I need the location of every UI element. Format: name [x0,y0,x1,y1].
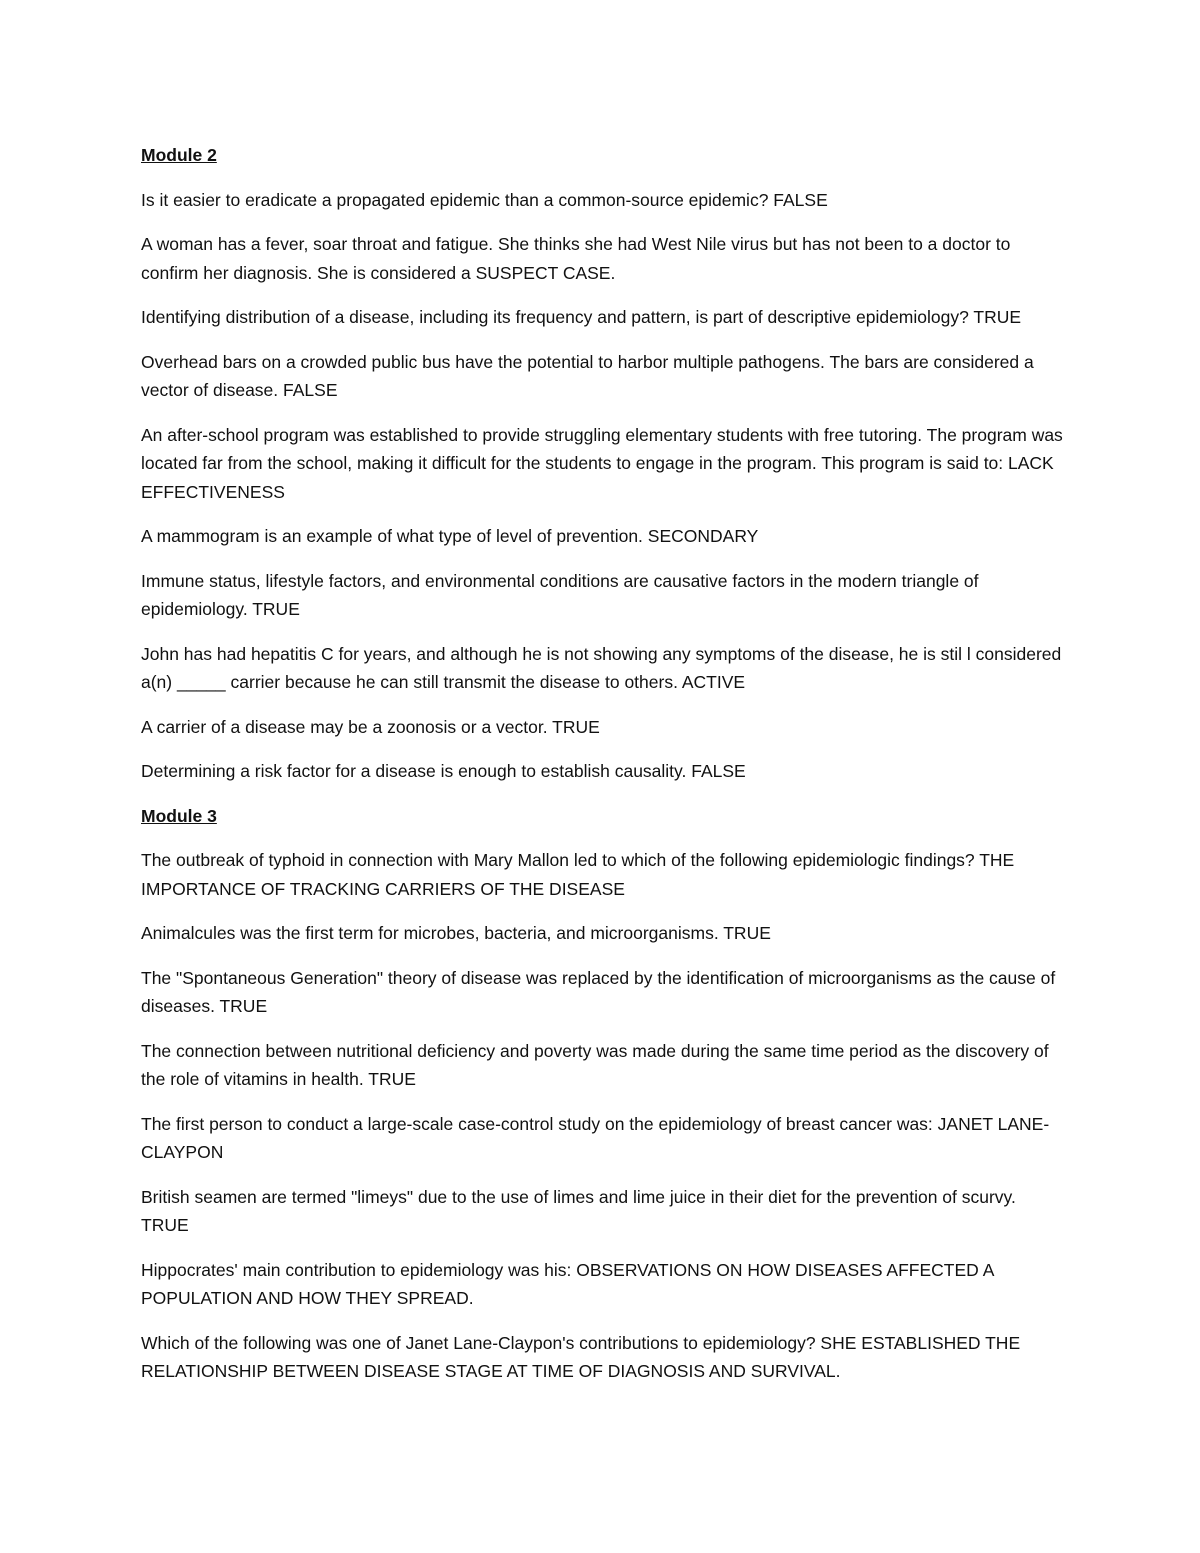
question-paragraph: Which of the following was one of Janet Lane-Claypon's contributions to epidemiology? SHE ESTABLISHED THE RELATIONSHIP BETWEEN DISEASE STAGE AT TIME OF DIAGNOSIS AND SURVIVAL. [141,1332,1021,1381]
document-body [141,141,1066,1402]
question-paragraph: The outbreak of typhoid in connection with Mary Mallon led to which of the following epidemiologic findings? THE IMPORTANCE OF TRACKING CARRIERS OF THE DISEASE [141,850,1015,899]
question-paragraph: John has had hepatitis C for years, and although he is not showing any symptoms of the disease, he is stil l considered a(n) _____ carrier because he can still transmit the disease to others. ACTIVE [141,643,1062,692]
question-paragraph: An after-school program was established to provide struggling elementary students with free tutoring. The program was located far from the school, making it difficult for the students to engage in the program. This program is said to: LACK EFFECTIVENESS [141,424,1063,502]
question-paragraph: A mammogram is an example of what type of level of prevention. SECONDARY [141,526,759,546]
section-heading-module-2: Module 2 [141,145,217,165]
question-paragraph: A carrier of a disease may be a zoonosis or a vector. TRUE [141,716,600,737]
question-paragraph: Is it easier to eradicate a propagated epidemic than a common-source epidemic? FALSE [141,189,828,210]
question-paragraph: The first person to conduct a large-scale case-control study on the epidemiology of breast cancer was: JANET LANE-CLAYPON [141,1113,1050,1162]
question-paragraph: British seamen are termed "limeys" due to the use of limes and lime juice in their diet for the prevention of scurvy. TRUE [141,1186,1016,1235]
question-paragraph: Overhead bars on a crowded public bus have the potential to harbor multiple pathogens. The bars are considered a vector of disease. FALSE [141,351,1034,400]
question-paragraph: The "Spontaneous Generation" theory of disease was replaced by the identification of microorganisms as the cause of diseases. TRUE [141,967,1056,1016]
question-paragraph: The connection between nutritional deficiency and poverty was made during the same time period as the discovery of the role of vitamins in health. TRUE [141,1040,1049,1089]
question-paragraph: Animalcules was the first term for microbes, bacteria, and microorganisms. TRUE [141,923,771,943]
question-paragraph: A woman has a fever, soar throat and fatigue. She thinks she had West Nile virus but has not been to a doctor to confirm her diagnosis. She is considered a SUSPECT CASE. [141,234,1011,283]
question-paragraph: Hippocrates' main contribution to epidemiology was his: OBSERVATIONS ON HOW DISEASES AFFECTED A POPULATION AND HOW THEY SPREAD. [141,1259,994,1308]
question-paragraph: Identifying distribution of a disease, including its frequency and pattern, is part of descriptive epidemiology? TRUE [141,307,1022,327]
section-heading-module-3: Module 3 [141,805,217,826]
question-paragraph: Immune status, lifestyle factors, and environmental conditions are causative factors in the modern triangle of epidemiology. TRUE [141,570,979,619]
question-paragraph: Determining a risk factor for a disease is enough to establish causality. FALSE [141,761,746,781]
